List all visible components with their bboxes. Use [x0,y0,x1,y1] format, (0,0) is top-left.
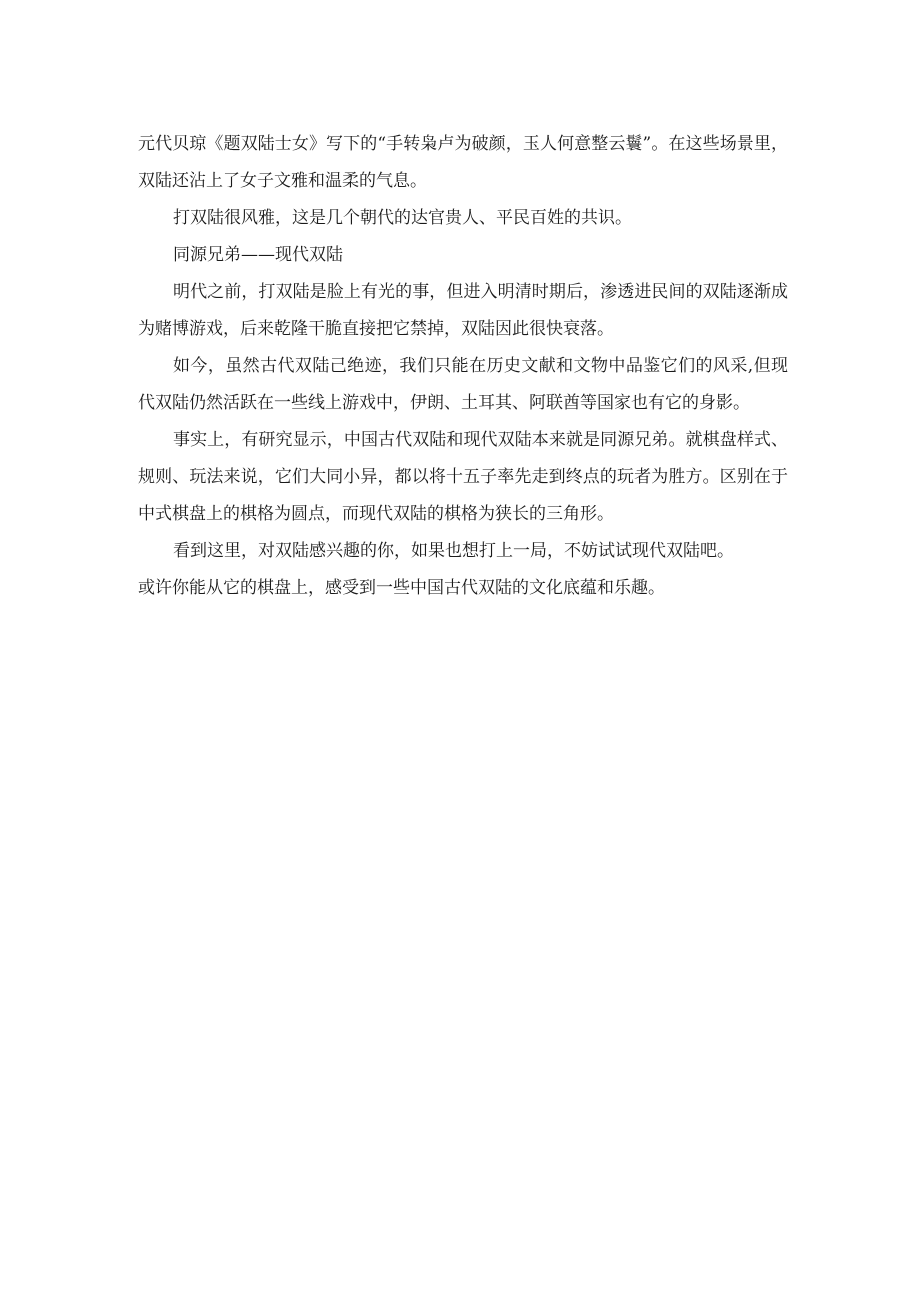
paragraph-same-origin: 事实上，有研究显示，中国古代双陆和现代双陆本来就是同源兄弟。就棋盘样式、规则、玩法来说，它们大同小异，都以将十五子率先走到终点的玩者为胜方。区别在于中式棋盘上的棋格为圆点，而现代双陆的棋格为狭长的三角形。 [138,430,788,524]
paragraph-try-modern: 看到这里，对双陆感兴趣的你，如果也想打上一局，不妨试试现代双陆吧。 [173,541,734,561]
paragraph-beiqiong-poem: 元代贝琼《题双陆士女》写下的“手转枭卢为破颜，玉人何意整云鬟”。在这些场景里，双陆还沾上了女子文雅和温柔的气息。 [138,134,788,191]
section-heading-modern-backgammon: 同源兄弟——现代双陆 [173,245,343,265]
paragraph-elegance-consensus: 打双陆很风雅，这是几个朝代的达官贵人、平民百姓的共识。 [173,208,632,228]
paragraph-modern-survival: 如今，虽然古代双陆己绝迹，我们只能在历史文献和文物中品鉴它们的风采,但现代双陆仍然活跃在一些线上游戏中，伊朗、土耳其、阿联酋等国家也有它的身影。 [138,356,788,413]
paragraph-closing: 或许你能从它的棋盘上，感受到一些中国古代双陆的文化底蕴和乐趣。 [138,578,665,598]
paragraph-ming-qing-decline: 明代之前，打双陆是脸上有光的事，但进入明清时期后，渗透进民间的双陆逐渐成为赌博游戏，后来乾隆干脆直接把它禁掉，双陆因此很快衰落。 [138,282,788,339]
document-body [138,126,788,607]
